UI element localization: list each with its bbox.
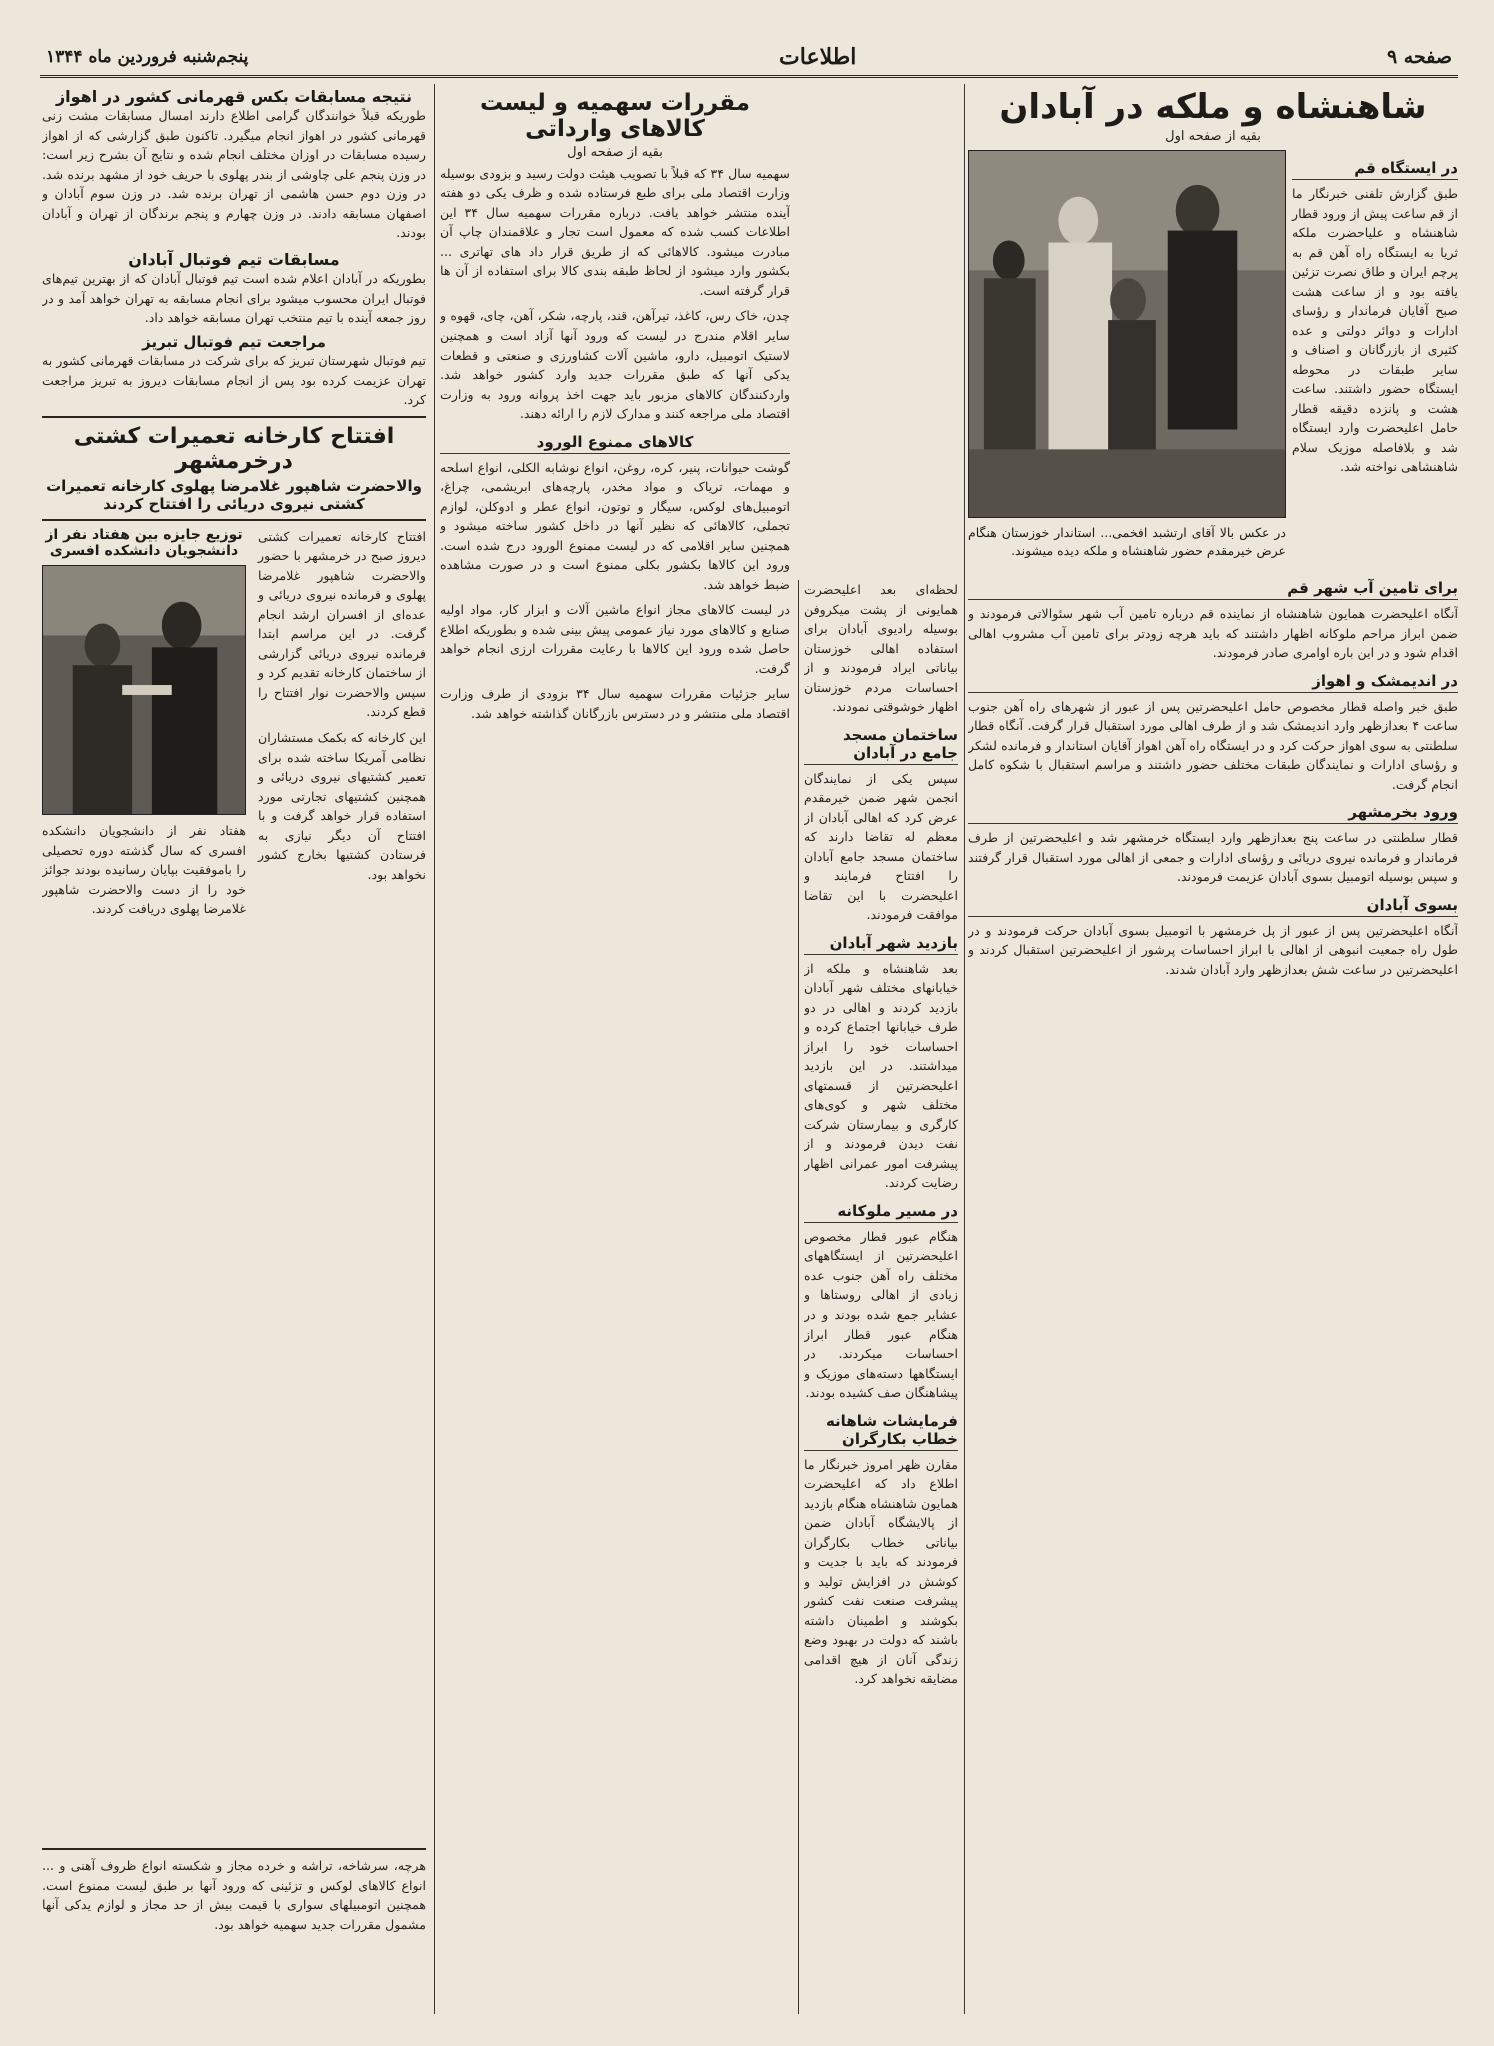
masthead bbox=[40, 38, 1458, 78]
newspaper-name: اطلاعات bbox=[779, 43, 857, 70]
continued-label-quota: بقیه از صفحه اول bbox=[567, 144, 663, 160]
text-shipyard-1: افتتاح کارخانه تعمیرات کشتی دیروز صبح در خرمشهر با حضور والاحضرت شاهپور غلامرضا پهلوی و فرمانده نیروی دریائی و عده‌ای از افسران ارشد انجام گرفت. در این مراسم ابتدا فرمانده نیروی دریائی گزارشی از ساختمان کارخانه تقدیم کرد و سپس والاحضرت نوار افتتاح را قطع کردند. bbox=[258, 528, 426, 720]
column-royal-visit-cont bbox=[804, 580, 958, 2014]
headline-cadet-awards: توزیع جایزه بین هفتاد نفر از دانشجویان دانشکده افسری bbox=[45, 526, 243, 559]
headline-shipyard: افتتاح کارخانه تعمیرات کشتی درخرمشهر bbox=[73, 423, 395, 475]
page-number: صفحه ۹ bbox=[1386, 45, 1452, 68]
text-qom-water: آنگاه اعلیحضرت همایون شاهنشاه از نماینده قم درباره تامین آب شهر سئوالاتی فرمودند و ضمن ابراز مراحم ملوکانه اظهار داشتند که باید هرچه زودتر برای تامین آب مشروب اهالی اقدام شود و در این باره اوامری صادر فرمودند. bbox=[968, 606, 1458, 661]
photo-cadet-awards bbox=[42, 565, 246, 815]
text-boxing: طوریکه قبلاً خوانندگان گرامی اطلاع دارند امسال مسابقات مشت زنی قهرمانی کشور در اهواز انجام میگیرد. تاکنون طبق گزارشی که از اهواز رسیده مسابقات در اوزان مختلف انجام شده و نتایج آن بشرح زیر است: در وزن پنجم علی چاوشی از بندر پهلوی با حریف خود از مشهد برنده شد. در وزن دوم حسن هاشمی از تهران برنده شد. در وزن سوم آبادان و اصفهان مسابقه دادند. در وزن چهارم و پنجم برندگان از تهران و آبادان بودند. bbox=[42, 108, 426, 241]
text-cadet-awards: هفتاد نفر از دانشجویان دانشکده افسری که سال گذشته دوره تحصیلی را باموفقیت بپایان رسانیده بودند جوائز خود را از دست والاحضرت شاهپور غلامرضا پهلوی دریافت کردند. bbox=[42, 823, 246, 917]
column-import-quota bbox=[440, 84, 790, 2014]
section-banned-imports: کالاهای ممنوع الورود bbox=[440, 430, 790, 454]
text-abadan-football: بطوریکه در آبادان اعلام شده است تیم فوتبال آبادان که از بهترین تیم‌های فوتبال ایران محسوب میشود برای انجام مسابقه به تهران خواهد آمد و در روز جمعه آینده با تیم منتخب تهران مسابقه خواهد داد. bbox=[42, 271, 426, 326]
divider bbox=[42, 416, 426, 418]
text-banned-imports: گوشت حیوانات، پنیر، کره، روغن، انواع نوشابه الکلی، انواع اسلحه و مهمات، تریاک و مواد مخدر، پارچه‌های ابریشمی، چراغ، اتومبیل‌های لوکس، سیگار و توتون، انواع عطر و ادوکلن، لوازم تجملی، کالاهائی که نظیر آنها در داخل کشور ساخته میشود و همچنین سایر اقلامی که در لیست ممنوع الورود درج شده است. ورود این کالاها بکشور بکلی ممنوع است و در صورت مشاهده ضبط خواهد شد. bbox=[440, 459, 790, 592]
section-khorramshahr-arrival: ورود بخرمشهر bbox=[968, 800, 1458, 824]
text-city-tour: بعد شاهنشاه و ملکه از خیابانهای مختلف شهر آبادان بازدید کردند و اهالی در دو طرف خیابانها اجتماع کرده و احساسات خود را ابراز میداشتند. در این بازدید اعلیحضرتین از قسمتهای مختلف شهر و کوی‌های کارگری و بیمارستان شرکت نفت دیدن فرمودند و از پیشرفت امور عمرانی اظهار رضایت کردند. bbox=[804, 960, 958, 1191]
text-towards-abadan: آنگاه اعلیحضرتین پس از عبور از پل خرمشهر با اتومبیل بسوی آبادان حرکت فرمودند و در طول راه جمعیت انبوهی از اهالی با ابراز احساسات پرشور از اعلیحضرتین استقبال کردند و اعلیحضرتین در ساعت شش بعدازظهر وارد آبادان شدند. bbox=[968, 922, 1458, 977]
column-sports-navy bbox=[42, 84, 426, 2014]
text-tabriz-football: تیم فوتبال شهرستان تبریز که برای شرکت در مسابقات قهرمانی کشور به تهران عزیمت کرده بود پس از انجام مسابقات دیروز به تبریز مراجعت کرد. bbox=[42, 353, 426, 408]
headline-boxing: نتیجه مسابقات بکس قهرمانی کشور در اهواز bbox=[55, 87, 413, 106]
section-address-workers: فرمایشات شاهانه خطاب بکارگران bbox=[804, 1409, 958, 1451]
text-khorramshahr-arrival: قطار سلطنتی در ساعت پنج بعدازظهر وارد ایستگاه خرمشهر شد و اعلیحضرتین از طرف فرماندار و فرمانده نیروی دریائی و رؤسای ادارات و جمعی از اهالی مورد استقبال قرار گرفتند و سپس بوسیله اتومبیل بسوی آبادان عزیمت فرمودند. bbox=[968, 830, 1458, 885]
headline-royal-visit: شاهنشاه و ملکه در آبادان bbox=[999, 87, 1427, 127]
section-city-tour: بازدید شهر آبادان bbox=[804, 931, 958, 955]
section-andimeshk-ahvaz: در اندیمشک و اهواز bbox=[968, 669, 1458, 693]
text-qom-station: طبق گزارش تلفنی خبرنگار ما از قم ساعت پیش از ورود قطار شاهنشاه و علیاحضرت ملکه ثریا به ایستگاه راه آهن قم به پرچم ایران و طاق نصرت تزئین یافته بود و از ساعت هشت صبح آقایان فرماندار و رؤسای ادارات و دوائر دولتی و عده کثیری از بازرگانان و اصناف و سایر طبقات در محوطه ایستگاه حضور داشتند. ساعت هشت و پانزده دقیقه قطار حامل اعلیحضرت وارد ایستگاه شد و بلافاصله موزیک سلام شاهنشاهی نواخته شد. bbox=[1292, 186, 1458, 475]
text-address-workers: مقارن ظهر امروز خبرنگار ما اطلاع داد که اعلیحضرت همایون شاهنشاه هنگام بازدید از پالایشگاه آبادان ضمن بیاناتی خطاب بکارگران فرمودند که باید با جدیت و کوشش در افزایش تولید و پیشرفت صنعت نفت کشور بکوشند و اطمینان داشته باشند که دولت در بهبود وضع زندگی آنان از هیچ اقدامی مضایقه نخواهد کرد. bbox=[804, 1456, 958, 1687]
text-radio-address: لحظه‌ای بعد اعلیحضرت همایونی از پشت میکروفن بوسیله رادیوی آبادان برای استفاده اهالی خوزستان بیاناتی ایراد فرمودند و از احساسات مردم خوزستان اظهار خوشوقتی نمودند. bbox=[804, 582, 958, 715]
column-rule bbox=[964, 84, 965, 2014]
text-quota-4: سایر جزئیات مقررات سهمیه سال ۳۴ بزودی از طرف وزارت اقتصاد ملی منتشر و در دسترس بازرگانان گذاشته خواهد شد. bbox=[440, 686, 790, 721]
subheadline-shipyard: والاحضرت شاهپور غلامرضا پهلوی کارخانه تعمیرات کشتی نیروی دریائی را افتتاح کردند bbox=[46, 477, 422, 513]
text-quota-1: سهمیه سال ۳۴ که قبلاً با تصویب هیئت دولت رسید و بزودی بوسیله وزارت اقتصاد ملی برای طبع فرستاده شده و ظرف یکی دو هفته آینده منتشر خواهد یافت. درباره مقررات سهمیه سال ۳۴ این اطلاعات کسب شده که معمول است تجار و علاقمندان چاپ آن مبادرت میشود. کالاهائی که از طریق قرار داد های تهاتری ... بکشور وارد میشود از لحاظ طبقه بندی کالا برای استفاده از آن ها قرار گرفته است. bbox=[440, 165, 790, 298]
text-bottom-strip: هرچه، سرشاخه، تراشه و خرده مجاز و شکسته انواع ظروف آهنی و ... انواع کالاهای لوکس و تزئینی که ورود آنها بر طبق لیست ممنوع است. همچنین اتومبیلهای سواری با قیمت بیش از حد مجاز و لوازم یدکی آنها مشمول مقررات جدید سهمیه خواهد بود. bbox=[42, 1858, 426, 1932]
continued-label: بقیه از صفحه اول bbox=[1165, 129, 1261, 145]
section-qom-station: در ایستگاه قم bbox=[1292, 156, 1458, 180]
text-royal-route: هنگام عبور قطار مخصوص اعلیحضرتین از ایستگاههای مختلف راه آهن جنوب عده زیادی از اهالی روستاها و عشایر جمع شده بودند و در هنگام عبور قطار ابراز احساسات میکردند. در ایستگاهها دسته‌های موزیک و پیشاهنگان صف کشیده بودند. bbox=[804, 1228, 958, 1401]
column-royal-visit bbox=[968, 84, 1458, 2014]
section-qom-water: برای تامین آب شهر قم bbox=[968, 576, 1458, 600]
headline-tabriz-football: مراجعت تیم فوتبال تبریز bbox=[142, 332, 326, 351]
headline-abadan-football: مسابقات تیم فوتبال آبادان bbox=[128, 250, 340, 269]
text-shipyard-2: این کارخانه که بکمک مستشاران نظامی آمریکا ساخته شده برای تعمیر کشتیهای نیروی دریائی و همچنین کشتیهای تجارتی مورد استفاده قرار خواهد گرفت و با افتتاح آن دیگر نیازی به فرستادن کشتیها بخارج کشور نخواهد بود. bbox=[258, 729, 426, 882]
column-rule bbox=[798, 580, 799, 2014]
divider bbox=[42, 519, 426, 521]
section-towards-abadan: بسوی آبادان bbox=[968, 893, 1458, 917]
photo-caption-royal: در عکس بالا آقای ارتشبد افخمی... استاندار خوزستان هنگام عرض خیرمقدم حضور شاهنشاه و ملکه دیده میشوند. bbox=[968, 525, 1286, 559]
text-quota-2: چدن، خاک رس، کاغذ، تیرآهن، قند، پارچه، شکر، آهن، چای، قهوه و سایر اقلام مندرج در لیست که ورود آنها آزاد است و همچنین لاستیک اتومبیل، دارو، ماشین آلات کشاورزی و صنعتی و قطعات یدکی آنها که طبق مقررات جدید وارد کشور خواهد شد. واردکنندگان کالاهای مزبور باید جهت اخذ پروانه ورود به وزارت اقتصاد ملی مراجعه کنند و مدارک لازم را ارائه دهند. bbox=[440, 308, 790, 422]
bottom-strip bbox=[42, 1848, 426, 2008]
section-abadan-mosque: ساختمان مسجد جامع در آبادان bbox=[804, 723, 958, 765]
section-royal-route: در مسیر ملوکانه bbox=[804, 1199, 958, 1223]
column-rule bbox=[434, 84, 435, 2014]
headline-import-quota: مقررات سهمیه و لیست کالاهای وارداتی bbox=[480, 90, 750, 143]
text-andimeshk-ahvaz: طبق خبر واصله قطار مخصوص حامل اعلیحضرتین پس از عبور از شهرهای راه آهن جنوب ساعت ۴ بعدازظهر وارد اندیمشک شد و از طرف اهالی مورد استقبال قرار گرفت. آنگاه قطار سلطنتی به سوی اهواز حرکت کرد و در ایستگاه راه آهن اهواز آقایان استاندار و فرمانده لشکر و رؤسای ادارات و نمایندگان طبقات مختلف حضور داشتند و مراسم استقبال با شکوه کامل انجام گرفت. bbox=[968, 698, 1458, 792]
photo-royal-arrival bbox=[968, 150, 1286, 518]
text-abadan-mosque: سپس یکی از نمایندگان انجمن شهر ضمن خیرمقدم عرض کرد که اهالی آبادان از معظم له تقاضا دارند که ساختمان مسجد جامع آبادان را افتتاح فرمایند و اعلیحضرت با این تقاضا موافقت فرمودند. bbox=[804, 770, 958, 923]
text-quota-3: در لیست کالاهای مجاز انواع ماشین آلات و ابزار کار، مواد اولیه صنایع و کالاهای مورد نیاز عمومی پیش بینی شده و بطوریکه اطلاع حاصل شده ورود این کالاها با رعایت مقررات ارزی انجام خواهد گرفت. bbox=[440, 602, 790, 676]
issue-date: پنجم‌شنبه فروردین ماه ۱۳۴۴ bbox=[46, 46, 249, 67]
